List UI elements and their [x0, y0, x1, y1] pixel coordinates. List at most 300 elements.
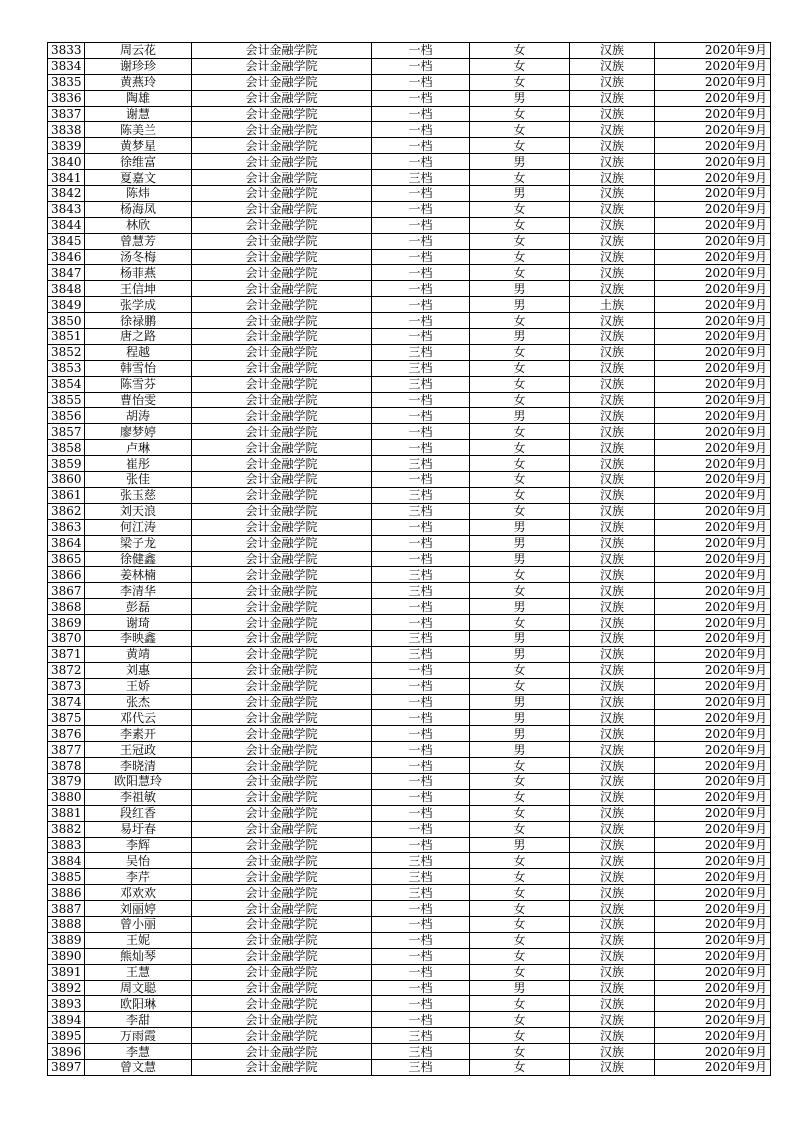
cell-ethnicity: 汉族	[570, 58, 655, 74]
cell-name: 欧阳琳	[85, 996, 192, 1012]
table-row	[48, 392, 771, 408]
table-row	[48, 678, 771, 694]
cell-ethnicity: 汉族	[570, 122, 655, 138]
table-row	[48, 837, 771, 853]
cell-college: 会计金融学院	[192, 630, 372, 646]
cell-college: 会计金融学院	[192, 837, 372, 853]
cell-college: 会计金融学院	[192, 694, 372, 710]
cell-name: 林欣	[85, 217, 192, 233]
cell-grade: 一档	[372, 615, 470, 631]
cell-date: 2020年9月	[655, 106, 771, 122]
cell-gender: 男	[470, 599, 570, 615]
cell-grade: 三档	[372, 170, 470, 186]
cell-number: 3886	[48, 885, 85, 901]
cell-ethnicity: 汉族	[570, 726, 655, 742]
cell-grade: 一档	[372, 948, 470, 964]
cell-gender: 女	[470, 1044, 570, 1060]
cell-grade: 一档	[372, 758, 470, 774]
cell-gender: 女	[470, 487, 570, 503]
cell-name: 杨海凤	[85, 201, 192, 217]
cell-gender: 女	[470, 138, 570, 154]
cell-date: 2020年9月	[655, 615, 771, 631]
cell-ethnicity: 汉族	[570, 392, 655, 408]
cell-grade: 一档	[372, 932, 470, 948]
cell-grade: 一档	[372, 821, 470, 837]
cell-number: 3836	[48, 90, 85, 106]
cell-name: 陈雪芬	[85, 376, 192, 392]
cell-number: 3849	[48, 297, 85, 313]
cell-grade: 一档	[372, 233, 470, 249]
cell-ethnicity: 汉族	[570, 885, 655, 901]
cell-grade: 一档	[372, 519, 470, 535]
cell-grade: 一档	[372, 249, 470, 265]
cell-name: 刘惠	[85, 662, 192, 678]
cell-gender: 女	[470, 948, 570, 964]
cell-number: 3893	[48, 996, 85, 1012]
table-row	[48, 297, 771, 313]
table-row	[48, 360, 771, 376]
cell-ethnicity: 汉族	[570, 853, 655, 869]
cell-gender: 男	[470, 90, 570, 106]
table-row	[48, 742, 771, 758]
cell-date: 2020年9月	[655, 472, 771, 488]
cell-college: 会计金融学院	[192, 456, 372, 472]
cell-ethnicity: 汉族	[570, 599, 655, 615]
cell-name: 李清华	[85, 583, 192, 599]
cell-name: 曾文慧	[85, 1060, 192, 1076]
cell-date: 2020年9月	[655, 646, 771, 662]
cell-name: 李祖敏	[85, 789, 192, 805]
cell-ethnicity: 汉族	[570, 313, 655, 329]
cell-name: 熊灿琴	[85, 948, 192, 964]
cell-name: 李甜	[85, 1012, 192, 1028]
cell-number: 3844	[48, 217, 85, 233]
cell-college: 会计金融学院	[192, 678, 372, 694]
cell-grade: 一档	[372, 1012, 470, 1028]
cell-college: 会计金融学院	[192, 58, 372, 74]
cell-date: 2020年9月	[655, 456, 771, 472]
cell-date: 2020年9月	[655, 329, 771, 345]
cell-grade: 一档	[372, 551, 470, 567]
cell-grade: 一档	[372, 694, 470, 710]
cell-ethnicity: 汉族	[570, 138, 655, 154]
cell-grade: 一档	[372, 154, 470, 170]
cell-date: 2020年9月	[655, 932, 771, 948]
cell-name: 梁子龙	[85, 535, 192, 551]
cell-grade: 一档	[372, 408, 470, 424]
cell-college: 会计金融学院	[192, 249, 372, 265]
cell-date: 2020年9月	[655, 392, 771, 408]
cell-gender: 女	[470, 392, 570, 408]
table-row	[48, 583, 771, 599]
table-row	[48, 996, 771, 1012]
cell-number: 3848	[48, 281, 85, 297]
cell-ethnicity: 汉族	[570, 567, 655, 583]
cell-grade: 一档	[372, 964, 470, 980]
cell-name: 杨菲燕	[85, 265, 192, 281]
cell-college: 会计金融学院	[192, 424, 372, 440]
cell-ethnicity: 汉族	[570, 789, 655, 805]
cell-college: 会计金融学院	[192, 43, 372, 59]
cell-date: 2020年9月	[655, 583, 771, 599]
cell-date: 2020年9月	[655, 74, 771, 90]
cell-number: 3892	[48, 980, 85, 996]
table-row	[48, 662, 771, 678]
cell-gender: 女	[470, 233, 570, 249]
cell-gender: 男	[470, 408, 570, 424]
table-row	[48, 58, 771, 74]
cell-ethnicity: 汉族	[570, 630, 655, 646]
table-row	[48, 535, 771, 551]
cell-number: 3895	[48, 1028, 85, 1044]
cell-college: 会计金融学院	[192, 869, 372, 885]
cell-name: 陈美兰	[85, 122, 192, 138]
cell-grade: 一档	[372, 297, 470, 313]
cell-date: 2020年9月	[655, 869, 771, 885]
cell-gender: 女	[470, 440, 570, 456]
table-row	[48, 249, 771, 265]
cell-ethnicity: 汉族	[570, 472, 655, 488]
cell-ethnicity: 汉族	[570, 535, 655, 551]
cell-grade: 一档	[372, 122, 470, 138]
cell-college: 会计金融学院	[192, 646, 372, 662]
cell-college: 会计金融学院	[192, 980, 372, 996]
table-row	[48, 217, 771, 233]
cell-number: 3875	[48, 710, 85, 726]
cell-grade: 一档	[372, 805, 470, 821]
cell-ethnicity: 汉族	[570, 106, 655, 122]
cell-number: 3847	[48, 265, 85, 281]
cell-gender: 女	[470, 106, 570, 122]
table-row	[48, 201, 771, 217]
cell-ethnicity: 汉族	[570, 1044, 655, 1060]
cell-number: 3878	[48, 758, 85, 774]
cell-name: 刘丽婷	[85, 901, 192, 917]
table-row	[48, 615, 771, 631]
cell-date: 2020年9月	[655, 344, 771, 360]
cell-date: 2020年9月	[655, 503, 771, 519]
table-row	[48, 885, 771, 901]
cell-college: 会计金融学院	[192, 599, 372, 615]
cell-number: 3889	[48, 932, 85, 948]
table-row	[48, 948, 771, 964]
table-row	[48, 519, 771, 535]
cell-name: 谢慧	[85, 106, 192, 122]
cell-gender: 女	[470, 996, 570, 1012]
cell-date: 2020年9月	[655, 217, 771, 233]
table-row	[48, 329, 771, 345]
cell-name: 谢琦	[85, 615, 192, 631]
cell-grade: 一档	[372, 313, 470, 329]
cell-number: 3865	[48, 551, 85, 567]
cell-gender: 女	[470, 122, 570, 138]
cell-number: 3833	[48, 43, 85, 59]
cell-name: 陶雄	[85, 90, 192, 106]
cell-gender: 女	[470, 869, 570, 885]
cell-number: 3853	[48, 360, 85, 376]
cell-ethnicity: 汉族	[570, 281, 655, 297]
table-row	[48, 265, 771, 281]
cell-ethnicity: 汉族	[570, 1012, 655, 1028]
table-row	[48, 106, 771, 122]
cell-number: 3879	[48, 773, 85, 789]
cell-number: 3852	[48, 344, 85, 360]
cell-gender: 女	[470, 853, 570, 869]
cell-ethnicity: 汉族	[570, 710, 655, 726]
cell-name: 徐健鑫	[85, 551, 192, 567]
cell-college: 会计金融学院	[192, 615, 372, 631]
cell-ethnicity: 汉族	[570, 217, 655, 233]
cell-number: 3840	[48, 154, 85, 170]
table-row	[48, 408, 771, 424]
cell-gender: 女	[470, 964, 570, 980]
cell-ethnicity: 汉族	[570, 440, 655, 456]
cell-date: 2020年9月	[655, 916, 771, 932]
cell-grade: 一档	[372, 901, 470, 917]
student-table	[47, 42, 771, 1076]
cell-ethnicity: 汉族	[570, 249, 655, 265]
cell-name: 李映鑫	[85, 630, 192, 646]
cell-date: 2020年9月	[655, 726, 771, 742]
cell-grade: 一档	[372, 201, 470, 217]
cell-number: 3873	[48, 678, 85, 694]
cell-date: 2020年9月	[655, 694, 771, 710]
cell-name: 曾慧芳	[85, 233, 192, 249]
cell-name: 曾小丽	[85, 916, 192, 932]
cell-date: 2020年9月	[655, 408, 771, 424]
cell-college: 会计金融学院	[192, 583, 372, 599]
cell-grade: 一档	[372, 678, 470, 694]
cell-number: 3856	[48, 408, 85, 424]
cell-date: 2020年9月	[655, 599, 771, 615]
table-row	[48, 122, 771, 138]
cell-college: 会计金融学院	[192, 996, 372, 1012]
cell-grade: 三档	[372, 344, 470, 360]
cell-ethnicity: 汉族	[570, 154, 655, 170]
cell-date: 2020年9月	[655, 758, 771, 774]
cell-gender: 女	[470, 615, 570, 631]
cell-number: 3842	[48, 186, 85, 202]
cell-college: 会计金融学院	[192, 758, 372, 774]
cell-date: 2020年9月	[655, 487, 771, 503]
cell-date: 2020年9月	[655, 122, 771, 138]
table-row	[48, 1044, 771, 1060]
cell-number: 3872	[48, 662, 85, 678]
cell-gender: 男	[470, 646, 570, 662]
cell-college: 会计金融学院	[192, 472, 372, 488]
cell-ethnicity: 汉族	[570, 901, 655, 917]
cell-college: 会计金融学院	[192, 662, 372, 678]
cell-number: 3885	[48, 869, 85, 885]
cell-gender: 女	[470, 201, 570, 217]
cell-ethnicity: 汉族	[570, 456, 655, 472]
cell-date: 2020年9月	[655, 313, 771, 329]
cell-college: 会计金融学院	[192, 901, 372, 917]
cell-college: 会计金融学院	[192, 805, 372, 821]
cell-date: 2020年9月	[655, 948, 771, 964]
cell-number: 3891	[48, 964, 85, 980]
cell-grade: 一档	[372, 472, 470, 488]
cell-gender: 男	[470, 726, 570, 742]
cell-gender: 女	[470, 1028, 570, 1044]
cell-gender: 女	[470, 344, 570, 360]
cell-name: 何江涛	[85, 519, 192, 535]
cell-gender: 男	[470, 535, 570, 551]
cell-date: 2020年9月	[655, 773, 771, 789]
cell-grade: 一档	[372, 916, 470, 932]
cell-name: 易圩春	[85, 821, 192, 837]
cell-number: 3867	[48, 583, 85, 599]
table-row	[48, 805, 771, 821]
cell-name: 卢琳	[85, 440, 192, 456]
cell-gender: 女	[470, 376, 570, 392]
cell-date: 2020年9月	[655, 154, 771, 170]
cell-college: 会计金融学院	[192, 170, 372, 186]
cell-number: 3858	[48, 440, 85, 456]
cell-grade: 一档	[372, 662, 470, 678]
cell-ethnicity: 汉族	[570, 932, 655, 948]
cell-name: 张学成	[85, 297, 192, 313]
cell-grade: 三档	[372, 869, 470, 885]
cell-college: 会计金融学院	[192, 742, 372, 758]
cell-number: 3837	[48, 106, 85, 122]
cell-number: 3897	[48, 1060, 85, 1076]
cell-ethnicity: 汉族	[570, 869, 655, 885]
table-row	[48, 170, 771, 186]
cell-number: 3881	[48, 805, 85, 821]
cell-number: 3868	[48, 599, 85, 615]
cell-grade: 三档	[372, 630, 470, 646]
cell-gender: 女	[470, 424, 570, 440]
cell-date: 2020年9月	[655, 1012, 771, 1028]
table-row	[48, 487, 771, 503]
cell-gender: 女	[470, 821, 570, 837]
cell-grade: 一档	[372, 217, 470, 233]
cell-date: 2020年9月	[655, 1060, 771, 1076]
table-row	[48, 821, 771, 837]
cell-date: 2020年9月	[655, 821, 771, 837]
cell-date: 2020年9月	[655, 901, 771, 917]
table-row	[48, 901, 771, 917]
cell-number: 3887	[48, 901, 85, 917]
cell-college: 会计金融学院	[192, 344, 372, 360]
cell-ethnicity: 汉族	[570, 376, 655, 392]
cell-date: 2020年9月	[655, 630, 771, 646]
table-row	[48, 630, 771, 646]
cell-number: 3850	[48, 313, 85, 329]
cell-college: 会计金融学院	[192, 408, 372, 424]
cell-grade: 一档	[372, 599, 470, 615]
cell-gender: 男	[470, 186, 570, 202]
cell-number: 3890	[48, 948, 85, 964]
table-row	[48, 916, 771, 932]
cell-date: 2020年9月	[655, 551, 771, 567]
cell-gender: 女	[470, 901, 570, 917]
cell-number: 3894	[48, 1012, 85, 1028]
cell-ethnicity: 汉族	[570, 805, 655, 821]
table-row	[48, 980, 771, 996]
cell-date: 2020年9月	[655, 90, 771, 106]
cell-college: 会计金融学院	[192, 932, 372, 948]
cell-ethnicity: 汉族	[570, 201, 655, 217]
cell-date: 2020年9月	[655, 281, 771, 297]
cell-date: 2020年9月	[655, 249, 771, 265]
cell-ethnicity: 汉族	[570, 821, 655, 837]
cell-gender: 女	[470, 249, 570, 265]
cell-name: 汤冬梅	[85, 249, 192, 265]
cell-gender: 女	[470, 360, 570, 376]
cell-ethnicity: 汉族	[570, 329, 655, 345]
cell-ethnicity: 汉族	[570, 583, 655, 599]
cell-date: 2020年9月	[655, 138, 771, 154]
table-body	[48, 43, 771, 1076]
cell-grade: 一档	[372, 535, 470, 551]
cell-ethnicity: 汉族	[570, 694, 655, 710]
cell-number: 3838	[48, 122, 85, 138]
cell-college: 会计金融学院	[192, 1060, 372, 1076]
table-row	[48, 1060, 771, 1076]
cell-date: 2020年9月	[655, 980, 771, 996]
cell-grade: 三档	[372, 503, 470, 519]
cell-name: 段红香	[85, 805, 192, 821]
cell-name: 王慧	[85, 964, 192, 980]
cell-gender: 男	[470, 742, 570, 758]
cell-number: 3839	[48, 138, 85, 154]
cell-grade: 一档	[372, 837, 470, 853]
cell-date: 2020年9月	[655, 805, 771, 821]
cell-name: 谢珍珍	[85, 58, 192, 74]
cell-grade: 一档	[372, 58, 470, 74]
cell-ethnicity: 汉族	[570, 170, 655, 186]
cell-gender: 女	[470, 170, 570, 186]
cell-gender: 女	[470, 1060, 570, 1076]
cell-ethnicity: 汉族	[570, 233, 655, 249]
cell-gender: 男	[470, 980, 570, 996]
table-row	[48, 758, 771, 774]
cell-name: 李辉	[85, 837, 192, 853]
cell-grade: 一档	[372, 138, 470, 154]
cell-college: 会计金融学院	[192, 329, 372, 345]
cell-grade: 一档	[372, 281, 470, 297]
cell-date: 2020年9月	[655, 567, 771, 583]
cell-college: 会计金融学院	[192, 853, 372, 869]
cell-name: 胡涛	[85, 408, 192, 424]
cell-gender: 女	[470, 773, 570, 789]
cell-college: 会计金融学院	[192, 726, 372, 742]
cell-grade: 一档	[372, 980, 470, 996]
cell-number: 3843	[48, 201, 85, 217]
cell-number: 3860	[48, 472, 85, 488]
cell-name: 姜林楠	[85, 567, 192, 583]
cell-grade: 三档	[372, 1060, 470, 1076]
table-row	[48, 233, 771, 249]
cell-name: 邓代云	[85, 710, 192, 726]
cell-college: 会计金融学院	[192, 551, 372, 567]
cell-ethnicity: 汉族	[570, 980, 655, 996]
table-row	[48, 503, 771, 519]
cell-number: 3861	[48, 487, 85, 503]
table-row	[48, 567, 771, 583]
cell-gender: 男	[470, 694, 570, 710]
cell-college: 会计金融学院	[192, 297, 372, 313]
cell-number: 3866	[48, 567, 85, 583]
cell-name: 李芹	[85, 869, 192, 885]
cell-date: 2020年9月	[655, 265, 771, 281]
cell-name: 李素开	[85, 726, 192, 742]
table-row	[48, 599, 771, 615]
cell-name: 李晓清	[85, 758, 192, 774]
cell-number: 3870	[48, 630, 85, 646]
